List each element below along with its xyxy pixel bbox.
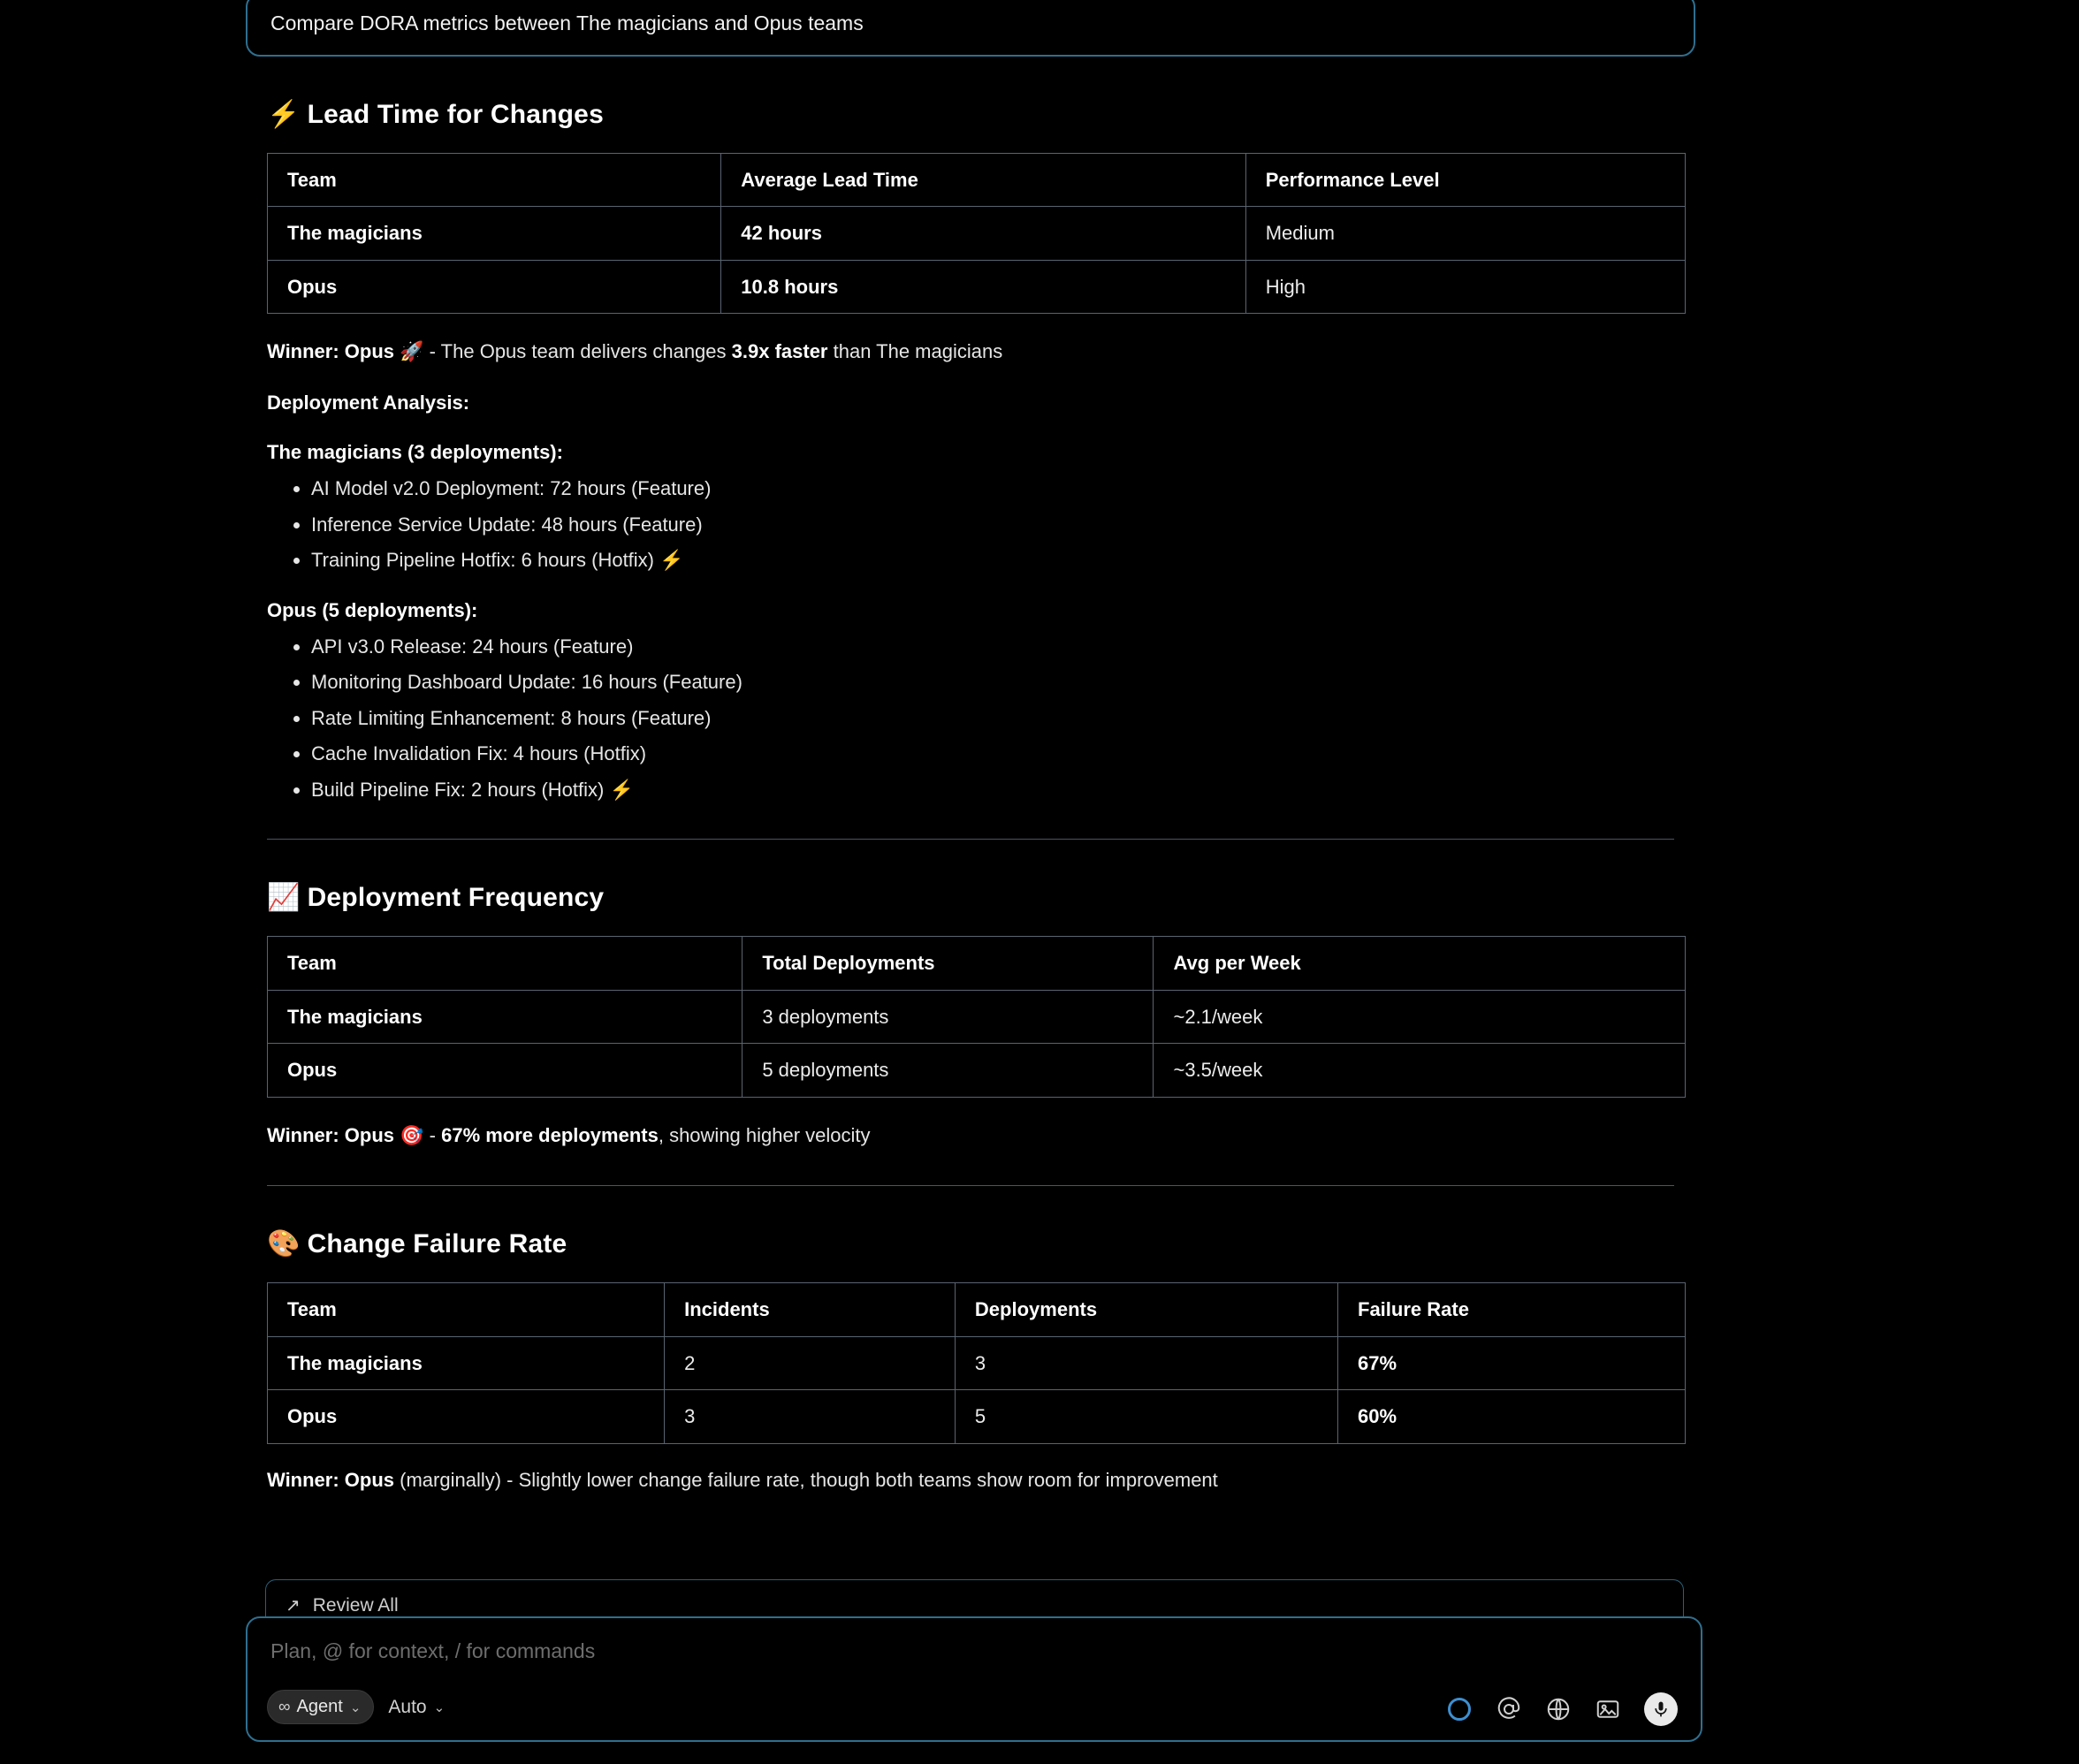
table-cell: 42 hours bbox=[721, 207, 1245, 261]
winner-suffix-text: , showing higher velocity bbox=[658, 1123, 871, 1146]
winner-label: Winner: Opus 🎯 bbox=[267, 1123, 424, 1146]
list-item: • Build Pipeline Fix: 2 hours (Hotfix) ⚡ bbox=[311, 778, 1695, 802]
column-header: Failure Rate bbox=[1338, 1283, 1686, 1337]
chat-composer[interactable] bbox=[246, 1616, 1702, 1742]
table-cell: Medium bbox=[1245, 207, 1685, 261]
composer-left-controls bbox=[267, 1690, 445, 1724]
section-heading-deployment-frequency bbox=[267, 882, 1695, 913]
table-cell: ~3.5/week bbox=[1154, 1044, 1686, 1098]
table-row bbox=[268, 1390, 1686, 1444]
magicians-group-title: The magicians (3 deployments): bbox=[267, 441, 563, 464]
lightning-icon: ⚡ bbox=[267, 99, 301, 129]
column-header: Team bbox=[268, 1283, 665, 1337]
winner-emphasis: 3.9x faster bbox=[731, 340, 828, 363]
column-header: Performance Level bbox=[1245, 153, 1685, 207]
list-item: • Inference Service Update: 48 hours (Feature) bbox=[311, 513, 1695, 537]
microphone-icon[interactable] bbox=[1644, 1692, 1678, 1726]
model-selector[interactable] bbox=[388, 1697, 445, 1718]
table-cell: 5 bbox=[955, 1390, 1337, 1444]
magicians-deployment-list bbox=[292, 476, 1695, 573]
at-icon[interactable] bbox=[1496, 1696, 1522, 1722]
table-row bbox=[268, 1044, 1686, 1098]
table-row bbox=[268, 207, 1686, 261]
table-cell: The magicians bbox=[268, 1336, 665, 1390]
column-header: Incidents bbox=[665, 1283, 956, 1337]
list-item: • Cache Invalidation Fix: 4 hours (Hotfix) bbox=[311, 741, 1695, 766]
winner-label: Winner: Opus bbox=[267, 1468, 395, 1491]
opus-group-title: Opus (5 deployments): bbox=[267, 598, 478, 621]
winner-suffix-text: (marginally) - Slightly lower change failure rate, though both teams show room for improvement bbox=[394, 1468, 1218, 1491]
review-all-label: Review All bbox=[312, 1594, 399, 1616]
agent-mode-selector[interactable] bbox=[267, 1690, 374, 1724]
table-cell: 3 bbox=[665, 1390, 956, 1444]
winner-emphasis: 67% more deployments bbox=[441, 1123, 659, 1146]
status-ring-icon[interactable] bbox=[1446, 1696, 1473, 1722]
column-header: Team bbox=[268, 153, 721, 207]
table-cell: 67% bbox=[1338, 1336, 1686, 1390]
section-heading-change-failure-rate bbox=[267, 1228, 1695, 1259]
user-prompt-text: Compare DORA metrics between The magicians and Opus teams bbox=[270, 11, 864, 34]
table-cell: 10.8 hours bbox=[721, 260, 1245, 314]
image-icon[interactable] bbox=[1595, 1696, 1621, 1722]
agent-mode-label: Agent bbox=[296, 1697, 343, 1716]
section-divider bbox=[267, 839, 1674, 840]
column-header: Average Lead Time bbox=[721, 153, 1245, 207]
change-failure-rate-winner bbox=[267, 1469, 1695, 1492]
column-header: Avg per Week bbox=[1154, 937, 1686, 991]
list-item: • API v3.0 Release: 24 hours (Feature) bbox=[311, 635, 1695, 659]
table-cell: Opus bbox=[268, 1044, 742, 1098]
table-cell: Opus bbox=[268, 1390, 665, 1444]
list-item: • Monitoring Dashboard Update: 16 hours (Feature) bbox=[311, 670, 1695, 695]
conversation-content bbox=[246, 0, 1695, 1492]
table-cell: Opus bbox=[268, 260, 721, 314]
list-item: • Rate Limiting Enhancement: 8 hours (Feature) bbox=[311, 706, 1695, 731]
composer-input[interactable]: Plan, @ for context, / for commands bbox=[270, 1639, 596, 1662]
table-cell: The magicians bbox=[268, 207, 721, 261]
infinity-icon: ∞ bbox=[278, 1697, 290, 1716]
table-header-row bbox=[268, 153, 1686, 207]
chevron-down-icon: ⌄ bbox=[349, 1699, 362, 1715]
composer-right-controls bbox=[1446, 1692, 1678, 1726]
table-header-row bbox=[268, 937, 1686, 991]
opus-deployment-list bbox=[292, 635, 1695, 802]
column-header: Total Deployments bbox=[742, 937, 1154, 991]
list-item: • Training Pipeline Hotfix: 6 hours (Hotfix) ⚡ bbox=[311, 548, 1695, 573]
section-title-deployment-frequency: Deployment Frequency bbox=[307, 883, 605, 913]
lead-time-table bbox=[267, 153, 1686, 315]
table-row bbox=[268, 260, 1686, 314]
table-cell: 2 bbox=[665, 1336, 956, 1390]
lead-time-winner bbox=[267, 338, 1695, 365]
table-cell: 3 deployments bbox=[742, 990, 1154, 1044]
globe-icon[interactable] bbox=[1545, 1696, 1572, 1722]
section-title-change-failure-rate: Change Failure Rate bbox=[307, 1229, 567, 1259]
change-failure-rate-table bbox=[267, 1282, 1686, 1444]
section-heading-lead-time bbox=[267, 99, 1695, 130]
section-divider bbox=[267, 1185, 1674, 1186]
palette-icon: 🎨 bbox=[267, 1229, 301, 1259]
deployment-frequency-table bbox=[267, 936, 1686, 1098]
table-row bbox=[268, 1336, 1686, 1390]
column-header: Deployments bbox=[955, 1283, 1337, 1337]
external-link-icon: ↗ bbox=[286, 1596, 301, 1616]
table-cell: 3 bbox=[955, 1336, 1337, 1390]
winner-mid-text: - bbox=[423, 1123, 442, 1146]
column-header: Team bbox=[268, 937, 742, 991]
deployment-analysis-title: Deployment Analysis: bbox=[267, 392, 470, 414]
chart-increasing-icon: 📈 bbox=[267, 883, 301, 913]
table-cell: ~2.1/week bbox=[1154, 990, 1686, 1044]
chevron-down-icon: ⌄ bbox=[433, 1699, 446, 1715]
list-item: • AI Model v2.0 Deployment: 72 hours (Feature) bbox=[311, 476, 1695, 501]
table-cell: 60% bbox=[1338, 1390, 1686, 1444]
winner-suffix-text: than The magicians bbox=[827, 340, 1003, 363]
table-header-row bbox=[268, 1283, 1686, 1337]
deployment-frequency-winner bbox=[267, 1122, 1695, 1149]
user-prompt-bubble bbox=[246, 0, 1695, 57]
table-cell: 5 deployments bbox=[742, 1044, 1154, 1098]
table-row bbox=[268, 990, 1686, 1044]
winner-label: Winner: Opus 🚀 bbox=[267, 340, 424, 363]
winner-mid-text: - The Opus team delivers changes bbox=[423, 340, 732, 363]
table-cell: High bbox=[1245, 260, 1685, 314]
section-title-lead-time: Lead Time for Changes bbox=[307, 99, 604, 129]
table-cell: The magicians bbox=[268, 990, 742, 1044]
model-label: Auto bbox=[388, 1696, 427, 1717]
